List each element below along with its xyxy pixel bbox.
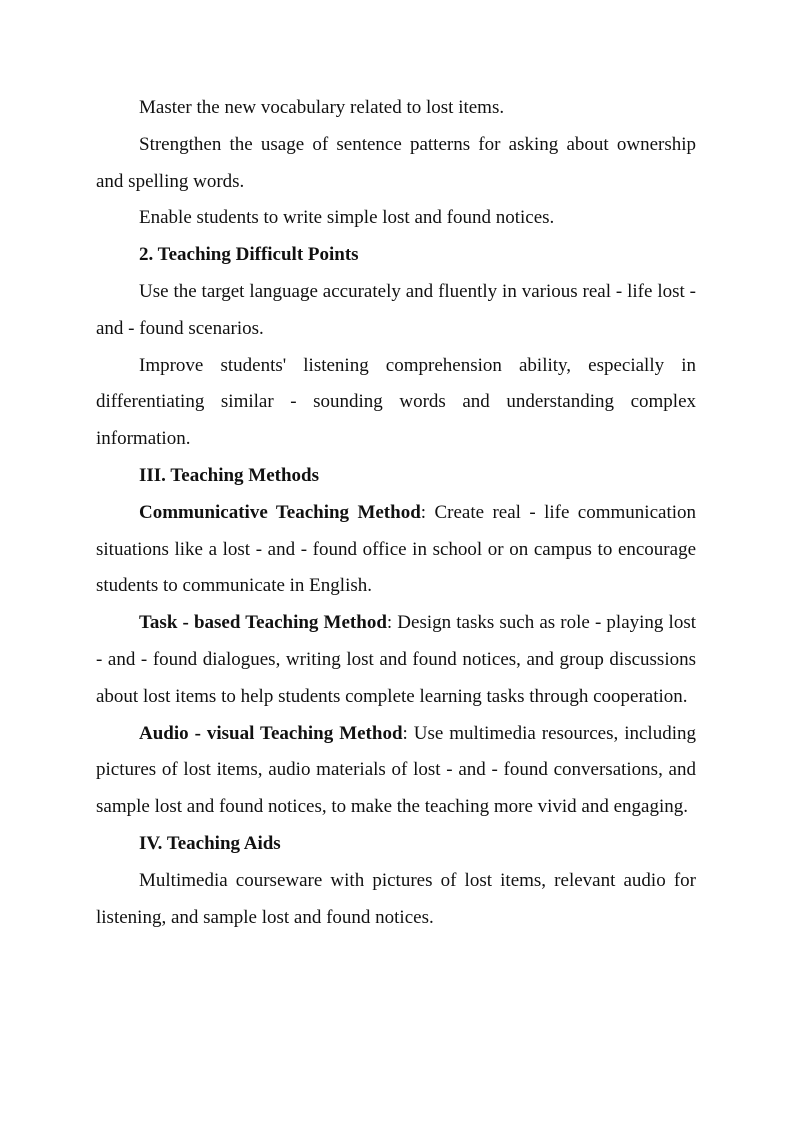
difficult-point-target-language: Use the target language accurately and fluently in various real - life lost - and - found scenarios.	[96, 280, 696, 339]
method-term: Task - based Teaching Method	[139, 612, 387, 634]
teaching-aids-description: Multimedia courseware with pictures of lost items, relevant audio for listening, and sample lost and found notices.	[96, 869, 696, 928]
objective-sentence-patterns: Strengthen the usage of sentence patterns for asking about ownership and spelling words.	[96, 133, 696, 192]
objective-notices: Enable students to write simple lost and found notices.	[139, 207, 555, 229]
heading-difficult-points: 2. Teaching Difficult Points	[139, 244, 359, 266]
method-description: : Design tasks such as role - playing lost - and - found dialogues, writing lost and found notices, and group discussions about lost items to help students complete learning tasks through cooperation.	[96, 612, 696, 707]
document-body	[96, 90, 696, 936]
method-description: : Create real - life communication situations like a lost - and - found office in school or on campus to encourage students to communicate in English.	[96, 501, 697, 597]
method-description: : Use multimedia resources, including pictures of lost items, audio materials of lost - and - found conversations, and sample lost and found notices, to make the teaching more vivid and engaging.	[96, 722, 696, 818]
method-communicative	[96, 495, 696, 605]
method-term: Communicative Teaching Method	[139, 501, 421, 523]
method-term: Audio - visual Teaching Method	[139, 722, 403, 744]
heading-teaching-methods: III. Teaching Methods	[139, 464, 320, 486]
method-task-based	[96, 605, 696, 715]
method-audio-visual	[96, 716, 696, 826]
objective-vocabulary: Master the new vocabulary related to lost items.	[139, 97, 505, 118]
difficult-point-listening: Improve students' listening comprehension ability, especially in differentiating similar - sounding words and understanding complex information.	[96, 354, 696, 450]
heading-teaching-aids: IV. Teaching Aids	[139, 832, 281, 854]
